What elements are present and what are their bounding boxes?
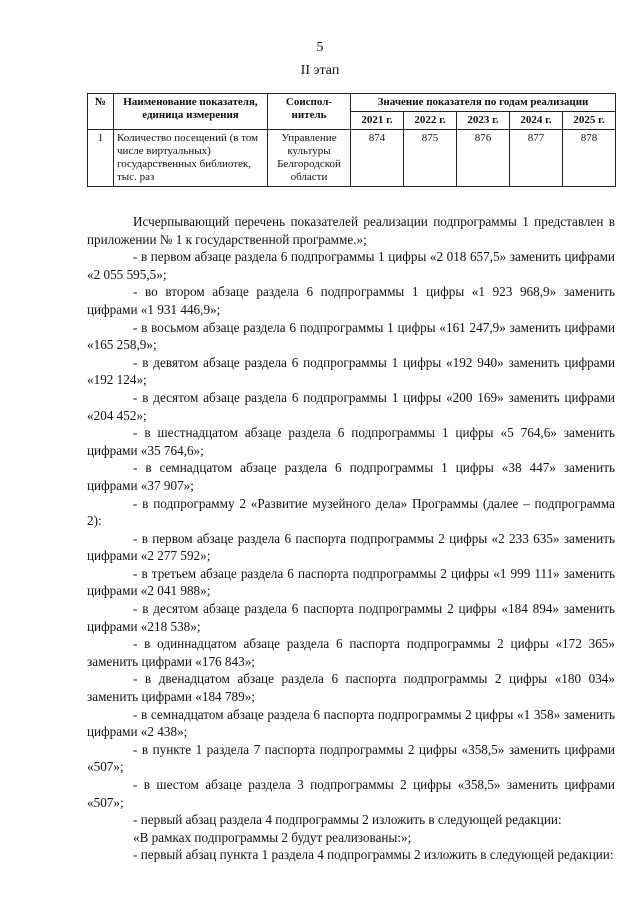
cell-name: Количество посещений (в том числе виртуальных) государственных библиотек, тыс. раз [114, 130, 268, 187]
header-num: № [88, 94, 114, 130]
cell-executor: Управление культуры Белгородской области [268, 130, 351, 187]
header-values-group: Значение показателя по годам реализации [351, 94, 616, 112]
paragraph: - в первом абзаце раздела 6 подпрограммы 1 цифры «2 018 657,5» заменить цифрами «2 055 595,5»; [87, 249, 615, 282]
cell-value: 878 [563, 130, 616, 187]
stage-title: II этап [300, 63, 340, 78]
paragraph: - во втором абзаце раздела 6 подпрограммы 1 цифры «1 923 968,9» заменить цифрами «1 931 446,9»; [87, 284, 615, 317]
paragraph: - в семнадцатом абзаце раздела 6 подпрограммы 1 цифры «38 447» заменить цифрами «37 907»; [87, 460, 615, 493]
cell-value: 874 [351, 130, 404, 187]
paragraph: - в шестнадцатом абзаце раздела 6 подпрограммы 1 цифры «5 764,6» заменить цифрами «35 764,6»; [87, 425, 615, 458]
cell-value: 877 [510, 130, 563, 187]
body-text [87, 213, 615, 864]
paragraph: - в третьем абзаце раздела 6 паспорта подпрограммы 2 цифры «1 999 111» заменить цифрами «2 041 988»; [87, 565, 615, 599]
cell-value: 875 [404, 130, 457, 187]
paragraph: - в семнадцатом абзаце раздела 6 паспорта подпрограммы 2 цифры «1 358» заменить цифрами «2 438»; [87, 706, 615, 740]
indicator-table [87, 93, 616, 187]
header-year: 2023 г. [457, 112, 510, 130]
header-year: 2025 г. [563, 112, 616, 130]
paragraph: - в двенадцатом абзаце раздела 6 паспорта подпрограммы 2 цифры «180 034» заменить цифрами «184 789»; [87, 671, 615, 705]
paragraph: - в одиннадцатом абзаце раздела 6 паспорта подпрограммы 2 цифры «172 365» заменить цифрами «176 843»; [87, 636, 615, 669]
paragraph: Исчерпывающий перечень показателей реализации подпрограммы 1 представлен в приложении № 1 к государственной программе.»; [87, 214, 615, 247]
cell-num: 1 [88, 130, 114, 187]
header-year: 2021 г. [351, 112, 404, 130]
table-header-row [88, 94, 616, 112]
table-row [88, 130, 616, 187]
header-year: 2024 г. [510, 112, 563, 130]
page-number: 5 [316, 40, 324, 55]
paragraph: - в пункте 1 раздела 7 паспорта подпрограммы 2 цифры «358,5» заменить цифрами «507»; [87, 741, 615, 775]
paragraph: - в первом абзаце раздела 6 паспорта подпрограммы 2 цифры «2 233 635» заменить цифрами «2 277 592»; [87, 530, 615, 564]
header-name: Наименование показателя, единица измерения [114, 94, 268, 130]
paragraph: - первый абзац пункта 1 раздела 4 подпрограммы 2 изложить в следующей редакции: [133, 847, 614, 863]
paragraph: - первый абзац раздела 4 подпрограммы 2 изложить в следующей редакции: [133, 812, 562, 828]
paragraph: «В рамках подпрограммы 2 будут реализованы:»; [133, 829, 412, 845]
header-year: 2022 г. [404, 112, 457, 130]
header-executor: Соиспол-нитель [268, 94, 351, 130]
paragraph: - в подпрограмму 2 «Развитие музейного дела» Программы (далее – подпрограмма 2): [87, 495, 615, 529]
paragraph: - в восьмом абзаце раздела 6 подпрограммы 1 цифры «161 247,9» заменить цифрами «165 258,9»; [87, 319, 615, 353]
paragraph: - в шестом абзаце раздела 3 подпрограммы 2 цифры «358,5» заменить цифрами «507»; [87, 777, 615, 810]
paragraph: - в десятом абзаце раздела 6 паспорта подпрограммы 2 цифры «184 894» заменить цифрами «218 538»; [87, 601, 615, 634]
paragraph: - в десятом абзаце раздела 6 подпрограммы 1 цифры «200 169» заменить цифрами «204 452»; [87, 389, 615, 423]
cell-value: 876 [457, 130, 510, 187]
paragraph: - в девятом абзаце раздела 6 подпрограммы 1 цифры «192 940» заменить цифрами «192 124»; [87, 354, 615, 388]
